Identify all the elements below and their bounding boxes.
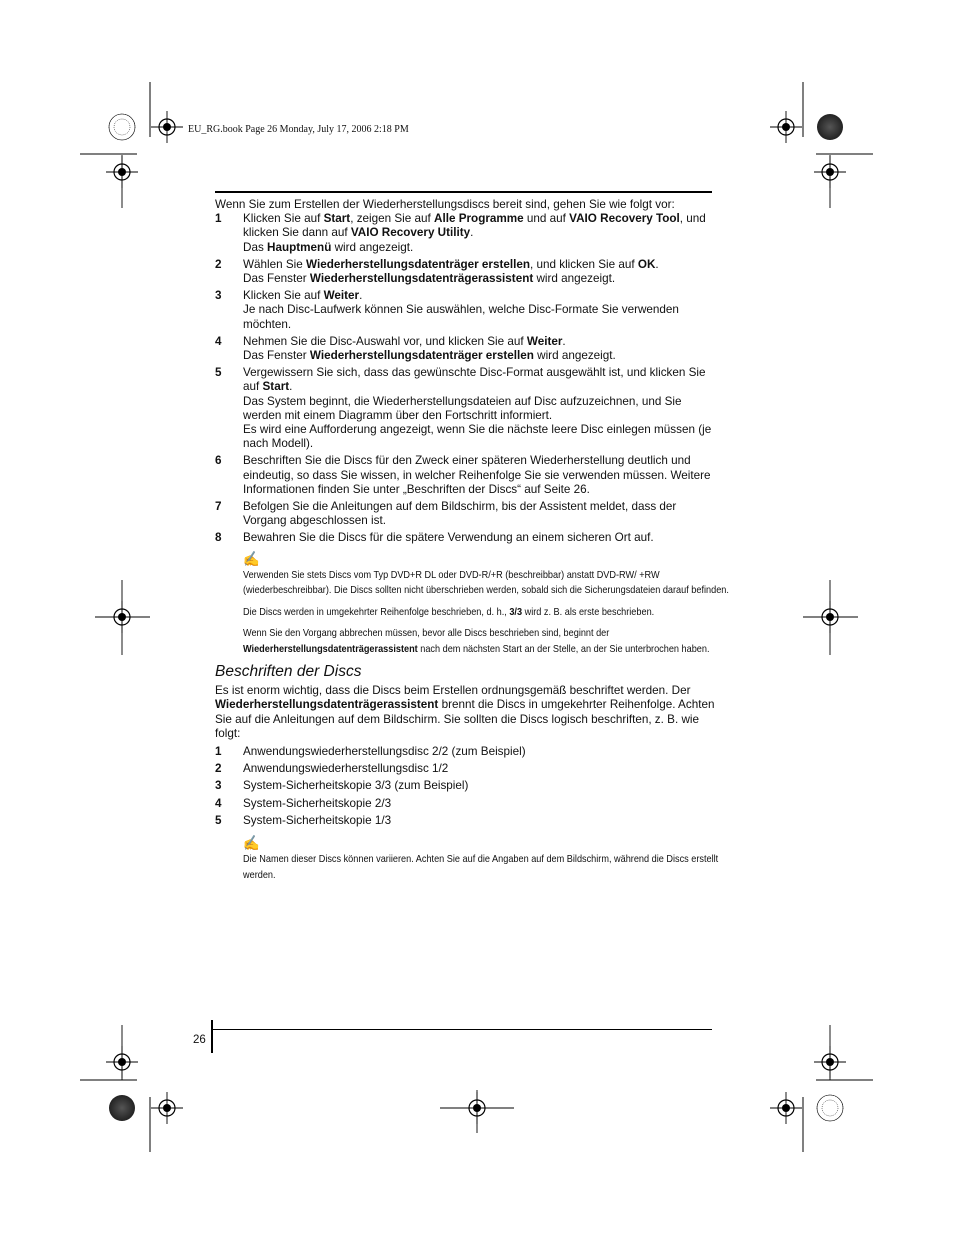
item-text: Anwendungswiederherstellungsdisc 2/2 (zum Beispiel) <box>243 744 526 758</box>
footer-vertical-rule <box>211 1020 213 1053</box>
note-box-2 <box>243 836 736 883</box>
label-list-item <box>215 779 715 793</box>
step-text: Wählen Sie Wiederherstellungsdatenträger erstellen, und klicken Sie auf OK. Das Fenster Wiederherstellungsdatenträgerassistent wird angezeigt. <box>243 257 659 286</box>
print-header-info: EU_RG.book Page 26 Monday, July 17, 2006 2:18 PM <box>188 124 409 135</box>
step-number: 4 <box>215 334 222 348</box>
step-text: Bewahren Sie die Discs für die spätere Verwendung an einem sicheren Ort auf. <box>243 531 654 545</box>
main-content <box>215 198 729 889</box>
step-text: Befolgen Sie die Anleitungen auf dem Bildschirm, bis der Assistent meldet, dass der Vorgang abgeschlossen ist. <box>243 500 677 528</box>
top-rule <box>215 191 712 193</box>
note-paragraph: Die Discs werden in umgekehrter Reihenfolge beschrieben, d. h., 3/3 wird z. B. als erste beschrieben. <box>243 606 655 618</box>
step-number: 5 <box>215 366 222 380</box>
step-number: 8 <box>215 531 222 545</box>
step-item <box>215 454 715 497</box>
item-number: 4 <box>215 796 222 810</box>
step-item <box>215 212 715 255</box>
note-2-text: Die Namen dieser Discs können variieren. Achten Sie auf die Angaben auf dem Bildschirm, während die Discs erstellt werden. <box>243 854 719 881</box>
step-item <box>215 500 715 528</box>
label-list-item <box>215 745 715 759</box>
step-text: Nehmen Sie die Disc-Auswahl vor, und klicken Sie auf Weiter. Das Fenster Wiederherstellungsdatenträger erstellen wird angezeigt. <box>243 334 616 363</box>
section-body: Es ist enorm wichtig, dass die Discs beim Erstellen ordnungsgemäß beschriftet werden. Der Wiederherstellungsdatenträgerassistent brennt die Discs in umgekehrter Reihenfolge. Achten Sie auf die Anleitungen auf dem Bildschirm. Sie sollten die Discs logisch beschriften, z. B. wie folgt: <box>215 684 715 740</box>
note-box-1 <box>243 552 736 658</box>
step-item <box>215 258 715 286</box>
step-number: 2 <box>215 257 222 271</box>
item-number: 3 <box>215 779 222 793</box>
steps-list <box>215 212 715 545</box>
step-item <box>215 531 715 545</box>
step-number: 6 <box>215 454 222 468</box>
step-text: Klicken Sie auf Weiter. Je nach Disc-Laufwerk können Sie auswählen, welche Disc-Formate Sie verwenden möchten. <box>243 289 679 331</box>
step-number: 1 <box>215 212 222 226</box>
step-number: 7 <box>215 500 222 514</box>
label-list-item <box>215 797 715 811</box>
note-pen-icon: ✍ <box>243 550 260 568</box>
bottom-rule <box>212 1029 712 1030</box>
step-item <box>215 366 715 451</box>
section-title: Beschriften der Discs <box>215 663 362 681</box>
label-list-item <box>215 762 715 776</box>
item-number: 2 <box>215 762 222 776</box>
step-text: Vergewissern Sie sich, dass das gewünschte Disc-Format ausgewählt ist, und klicken Sie auf Start. Das System beginnt, die Wiederherstellungsdateien auf Disc aufzuzeichnen, und Sie werden mit einem Diagramm über den Fortschritt informiert. Es wird eine Aufforderung angezeigt, wenn Sie die nächste leere Disc einlegen müssen (je nach Modell). <box>243 366 712 451</box>
page-number: 26 <box>193 1034 206 1046</box>
item-text: Anwendungswiederherstellungsdisc 1/2 <box>243 762 449 776</box>
note-paragraph: Verwenden Sie stets Discs vom Typ DVD+R DL oder DVD-R/+R (beschreibbar) anstatt DVD-RW/ +RW (wiederbeschreibbar). Die Discs sollten nicht überschrieben werden, sobald sich die Sicherungsdateien darauf befinden. <box>243 569 729 597</box>
step-item <box>215 289 715 332</box>
step-item <box>215 335 715 363</box>
label-list-item <box>215 814 715 828</box>
intro-text: Wenn Sie zum Erstellen der Wiederherstellungsdiscs bereit sind, gehen Sie wie folgt vor: <box>215 198 675 211</box>
note-paragraph: Wenn Sie den Vorgang abbrechen müssen, bevor alle Discs beschrieben sind, beginnt der Wiederherstellungsdatenträgerassistent nach dem nächsten Start an der Stelle, an der Sie unterbrochen haben. <box>243 628 710 655</box>
label-list <box>215 745 715 828</box>
step-text: Klicken Sie auf Start, zeigen Sie auf Alle Programme und auf VAIO Recovery Tool, und klicken Sie dann auf VAIO Recovery Utility. Das Hauptmenü wird angezeigt. <box>243 212 706 254</box>
note-1-paragraphs <box>243 568 736 658</box>
item-number: 5 <box>215 813 222 827</box>
item-number: 1 <box>215 744 222 758</box>
step-text: Beschriften Sie die Discs für den Zweck einer späteren Wiederherstellung deutlich und eindeutig, so dass Sie wissen, in welcher Reihenfolge Sie sie verwenden müssen. Weitere Informationen finden Sie unter „Beschriften der Discs“ auf Seite 26. <box>243 454 711 496</box>
step-number: 3 <box>215 289 222 303</box>
grey-dot-icon <box>109 1095 135 1121</box>
item-text: System-Sicherheitskopie 2/3 <box>243 796 392 810</box>
item-text: System-Sicherheitskopie 1/3 <box>243 813 392 827</box>
note-pen-icon: ✍ <box>243 835 260 852</box>
item-text: System-Sicherheitskopie 3/3 (zum Beispiel) <box>243 779 469 793</box>
grey-dot-icon <box>817 114 843 140</box>
